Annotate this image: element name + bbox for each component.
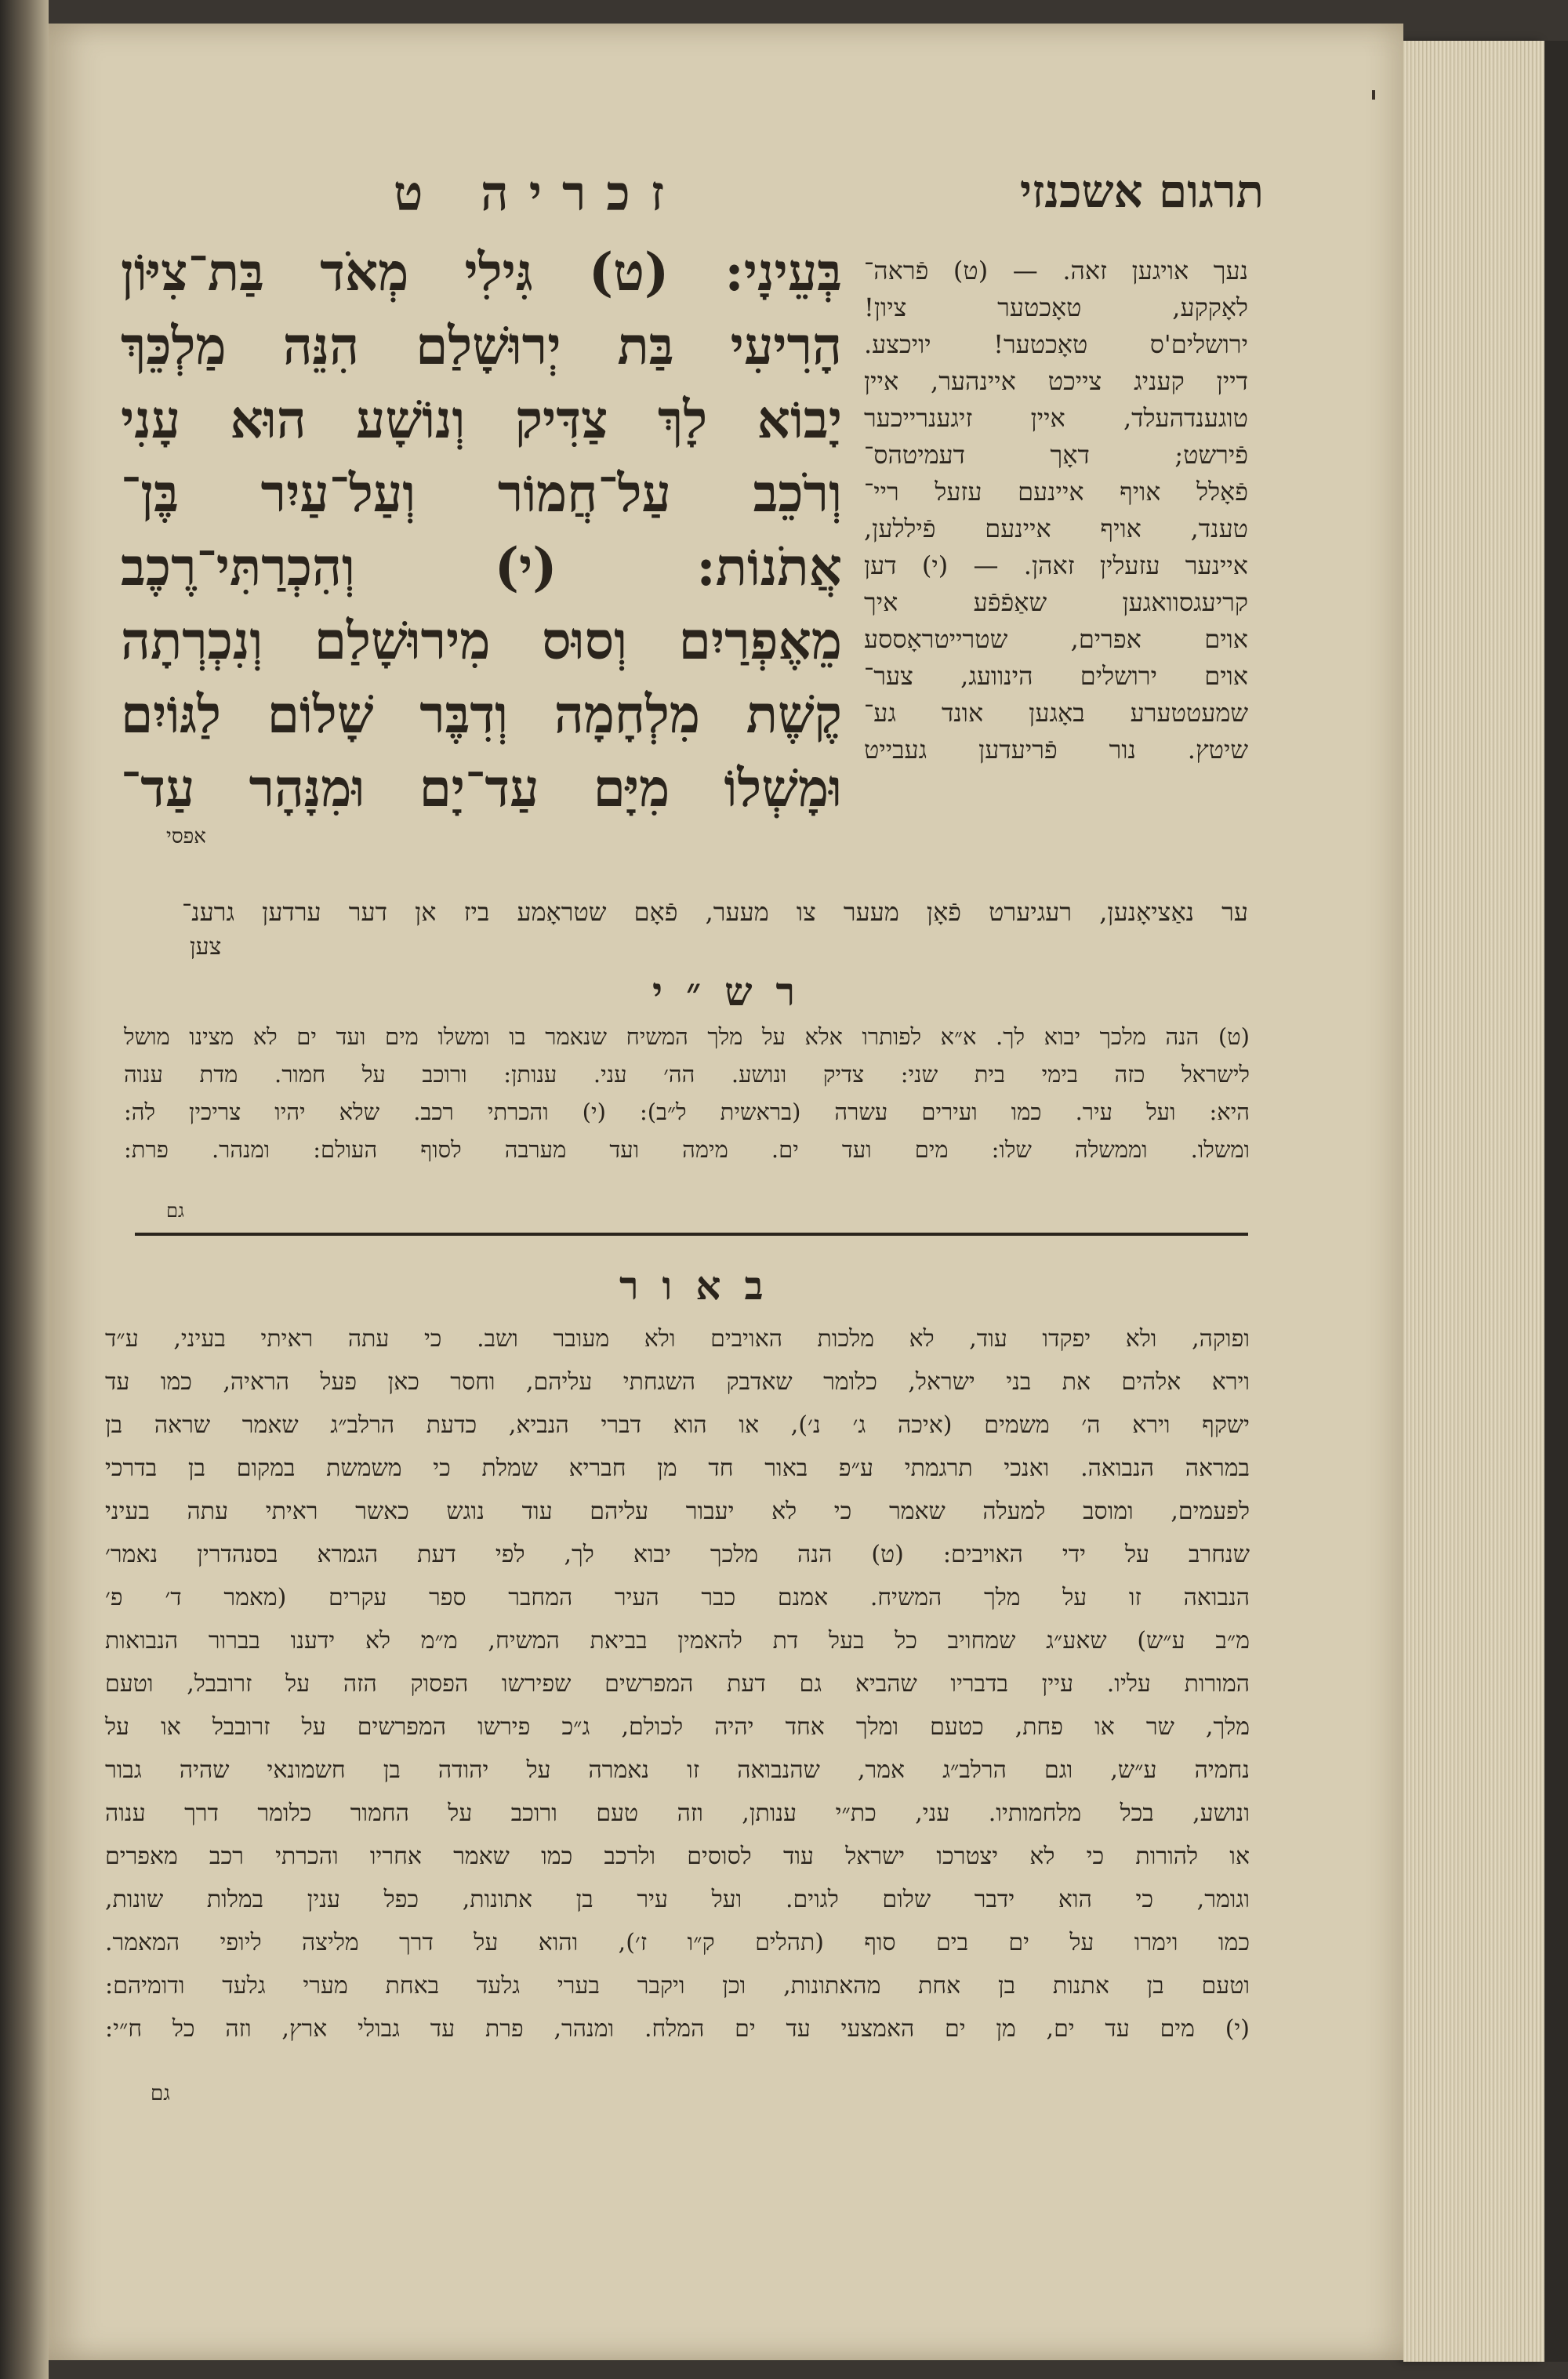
biur-line: ופוקה, ולא יפקדו עוד, לא מלכות האויבים ולא מעובר ושב. כי עתה ראיתי בעיני, ע״ד bbox=[105, 1325, 1250, 1353]
book-spine-left bbox=[0, 0, 49, 2379]
biur-line: ונושע, בכל מלחמותיו. עני, כת״י ענותן, וזה טעם ורוכב על החמור כלומר דרך ענוה bbox=[105, 1800, 1250, 1827]
biur-line: כמו וימרו על ים בים סוף (תהלים ק״ו ז׳), והוא על דרך מליצה ליופי המאמר. bbox=[105, 1929, 1250, 1956]
hebrew-text-column bbox=[121, 235, 842, 831]
hebrew-line: מֵאֶפְרַיִם וְסוּס מִירוּשָׁלַם וְנִכְרְתָה bbox=[121, 610, 842, 671]
rashi-heading: רש״י bbox=[652, 968, 819, 1015]
biur-line: וטעם בן אתנות בן אחת מהאתונות, וכן ויקבר בערי גלעד באחת מערי גלעד ודומיהם: bbox=[105, 1972, 1250, 1999]
yiddish-line: שמעטטערע באָגען אונד גע־ bbox=[864, 698, 1248, 728]
biur-line: מ״ב ע״ש) שאע״ג שמחויב כל בעל דת להאמין בביאת המשיח, מ״מ לא ידענו בברור הנבואות bbox=[105, 1627, 1250, 1654]
header-book-title: זכריה ט bbox=[394, 165, 684, 222]
yiddish-line: קריעגסוואגען שאַפֿפֿע איך bbox=[864, 587, 1248, 617]
yiddish-line: טוגענדהעלד, איין זיגענרייכער bbox=[864, 403, 1248, 433]
biur-line: וגומר, כי הוא ידבר שלום לגוים. ועל עיר בן אתונות, כפל ענין במלות שונות, bbox=[105, 1886, 1250, 1913]
biur-heading: באור bbox=[619, 1262, 787, 1309]
yiddish-line: איינער עזעלין זאהן. — (י) דען bbox=[864, 550, 1248, 580]
hebrew-line: הָרִיעִי בַּת יְרוּשָׁלַם הִנֵּה מַלְכֵּךְ bbox=[121, 315, 842, 376]
book-page bbox=[49, 24, 1403, 2360]
hebrew-line: בְּעֵינָי: (ט) גִּילִי מְאֹד בַּת־צִיּוֹן bbox=[121, 242, 842, 303]
yiddish-line: פֿאָלל אויף איינעם עזעל ריי־ bbox=[864, 477, 1248, 507]
biur-commentary bbox=[105, 1317, 1250, 2050]
biur-line: המורות עליו. עיין בדבריו שהביא גם דעת המפרשים שפירשו הפסוק הזה על זרובבל, וטעם bbox=[105, 1670, 1250, 1698]
header-translation-title: תרגום אשכנזי bbox=[1019, 165, 1264, 218]
hebrew-line: יָבוֹא לָךְ צַדִּיק וְנוֹשָׁע הוּא עָנִי bbox=[121, 389, 842, 450]
rashi-line: לישראל כזה בימי בית שני: צדיק ונושע. הה׳ עני. ענותן: ורוכב על חמור. מדת ענוה bbox=[124, 1061, 1250, 1088]
biur-line: לפעמים, ומוסב למעלה שאמר כי לא יעבור עליהם עוד נוגש כאשר ראיתי עתה בעיני bbox=[105, 1498, 1250, 1525]
rashi-line: (ט) הנה מלכך יבוא לך. א״א לפותרו אלא על מלך המשיח שנאמר בו ומשלו מים ועד ים לא מצינו מושל bbox=[124, 1023, 1250, 1050]
biur-line: מלך, שר או פחת, כטעם ומלך אחד יהיה לכולם, ג״כ פירשו המפרשים על זרובבל או על bbox=[105, 1713, 1250, 1741]
yiddish-line: אוים אפרים, שטרייטראָססע bbox=[864, 624, 1248, 654]
biur-line: ישקף וירא ה׳ משמים (איכה ג׳ נ׳), או הוא דברי הנביא, כדעת הרלב״ג שאמר שראה בן bbox=[105, 1411, 1250, 1439]
rashi-catchword: גם bbox=[166, 1200, 184, 1222]
yiddish-line: נעך אויגען זאה. — (ט) פֿראה־ bbox=[864, 256, 1248, 285]
yiddish-line: שיטץ. נור פֿריעדען געבייט bbox=[864, 735, 1248, 765]
page-edges bbox=[1403, 41, 1544, 2362]
hebrew-catchword: אפסי bbox=[166, 825, 206, 848]
ink-mark bbox=[1372, 90, 1375, 100]
biur-line: הנבואה זו על מלך המשיח. אמנם כבר העיר המחבר ספר עקרים (מאמר ד׳ פ׳ bbox=[105, 1584, 1250, 1611]
biur-line: שנחרב על ידי האויבים: (ט) הנה מלכך יבוא לך, לפי דעת הגמרא בסנהדרין נאמר׳ bbox=[105, 1541, 1250, 1568]
page-header bbox=[135, 165, 1264, 235]
yiddish-line: טענד, אויף איינעם פֿיללען, bbox=[864, 514, 1248, 543]
rashi-line: ומשלו. וממשלה שלו: מים ועד ים. מימה ועד מערבה לסוף העולם: ומנהר. פרת: bbox=[124, 1136, 1250, 1163]
biur-line: וירא אלהים את בני ישראל, כלומר שאדבק השגחתי עליהם, וחסר כאן פעל הראיה, כמו עד bbox=[105, 1368, 1250, 1396]
hebrew-line: אֲתֹנוֹת: (י) וְהִכְרַתִּי־רֶכֶב bbox=[121, 536, 842, 597]
yiddish-line: אוים ירושלים הינוועג, צער־ bbox=[864, 661, 1248, 691]
yiddish-line: פֿירשט; דאָך דעמיטהס־ bbox=[864, 440, 1248, 470]
book-edge-dark bbox=[1544, 41, 1568, 2362]
rashi-commentary bbox=[124, 1018, 1250, 1168]
yiddish-full-width-line: ער נאַציאָנען, רעגיערט פֿאָן מעער צו מעער, פֿאָם שטראָמע ביז אן דער ערדען גרענ־ bbox=[182, 897, 1248, 927]
biur-line: נחמיה ע״ש, וגם הרלב״ג אמר, שהנבואה זו נאמרה על יהודה בן חשמונאי שהיה גבור bbox=[105, 1756, 1250, 1784]
hebrew-line: וְרֹכֵב עַל־חֲמוֹר וְעַל־עַיִר בֶּן־ bbox=[121, 463, 842, 524]
section-divider bbox=[135, 1233, 1248, 1236]
yiddish-line: לאָקקע, טאָכטער ציון! bbox=[864, 292, 1248, 322]
rashi-line: היא: ועל עיר. כמו ועירים עשרה (בראשית ל״ב): (י) והכרתי רכב. שלא יהיו צריכין לה: bbox=[124, 1099, 1250, 1125]
biur-line: (י) מים עד ים, מן ים האמצעי עד ים המלח. ומנהר, פרת עד גבולי ארץ, וזה כל ח״י: bbox=[105, 2015, 1250, 2043]
biur-catchword: גם bbox=[151, 2082, 170, 2105]
hebrew-line: קֶשֶׁת מִלְחָמָה וְדִבֶּר שָׁלוֹם לַגּוֹיִם bbox=[121, 684, 842, 745]
biur-line: או להורות כי לא יצטרכו ישראל עוד לסוסים ולרכב כמו שאמר אחריו והכרתי רכב מאפרים bbox=[105, 1843, 1250, 1870]
yiddish-line: דיין קעניג צייכט איינהער, איין bbox=[864, 366, 1248, 396]
yiddish-line: ירושלים'ס טאָכטער! יויכצע. bbox=[864, 329, 1248, 359]
hebrew-line: וּמָשְׁלוֹ מִיָּם עַד־יָם וּמִנָּהָר עַד־ bbox=[121, 757, 842, 819]
yiddish-translation-column bbox=[864, 252, 1248, 768]
yiddish-catchword: צען bbox=[190, 933, 222, 961]
biur-line: במראה הנבואה. ואנכי תרגמתי ע״פ באור חד מן חבריא שמלת כי משמשת במקום בן בדרכי bbox=[105, 1455, 1250, 1482]
